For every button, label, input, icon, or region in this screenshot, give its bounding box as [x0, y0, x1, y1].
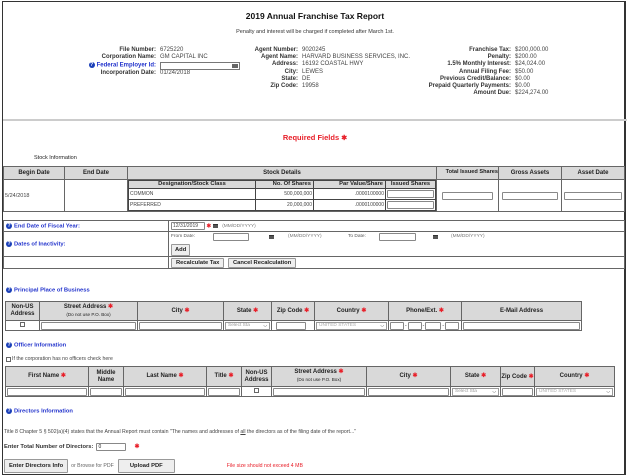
- help-icon[interactable]: ?: [7, 342, 11, 348]
- fiscal-end-cell: [169, 221, 625, 232]
- zip-cell: [272, 321, 315, 331]
- total-issued-input[interactable]: [442, 192, 493, 200]
- fiscal-end-input[interactable]: 12/31/2019: [171, 222, 205, 230]
- city: LEWES: [302, 68, 324, 75]
- date-format-hint: (MM/DD/YYYY): [451, 233, 485, 239]
- phone-area-input[interactable]: [390, 322, 404, 330]
- prepaid: $0.00: [515, 83, 531, 90]
- col-issued-shares: Issued Shares: [386, 181, 436, 189]
- officer-table: [5, 366, 615, 397]
- col-state: State ✱: [224, 302, 272, 321]
- city-cell: [367, 387, 451, 397]
- address: 16192 COASTAL HWY: [302, 61, 364, 68]
- designation: PREFERRED: [129, 200, 256, 211]
- stock-details-cell: [128, 180, 437, 212]
- penalty-label: Penalty:: [487, 54, 511, 61]
- non-us-checkbox[interactable]: [254, 388, 259, 393]
- col-stock-details: Stock Details: [128, 167, 437, 180]
- help-icon[interactable]: ?: [7, 240, 11, 247]
- total-directors-input[interactable]: 0: [96, 443, 126, 451]
- directors-section-label[interactable]: Directors Information: [14, 408, 73, 415]
- col-street: Street Address ✱ (Do not use P.O. Box): [272, 367, 367, 387]
- required-star-icon: ✱: [206, 223, 212, 230]
- begin-date: 5/24/2018: [4, 180, 65, 212]
- street-input[interactable]: [41, 322, 136, 330]
- state-label: State:: [281, 75, 298, 82]
- calendar-icon[interactable]: [213, 224, 218, 228]
- tax-summary: [420, 47, 548, 97]
- corp-name-label: Corporation Name:: [101, 54, 156, 61]
- amount-due: $224,274.00: [515, 90, 549, 97]
- agent-name-label: Agent Name:: [260, 54, 298, 61]
- col-country: Country ✱: [535, 367, 615, 387]
- col-num-shares: No. Of Shares: [256, 181, 314, 189]
- agent-info: [235, 47, 410, 90]
- address-label: Address:: [271, 61, 298, 68]
- file-number-label: File Number:: [119, 47, 156, 53]
- penalty: $200.00: [515, 54, 537, 61]
- zip: 19958: [302, 83, 319, 90]
- first-name-input[interactable]: [7, 388, 87, 396]
- city-input[interactable]: [139, 322, 222, 330]
- prev-credit-label: Previous Credit/Balance:: [439, 75, 511, 82]
- principal-section-header: [6, 287, 90, 294]
- from-date-input[interactable]: [213, 233, 249, 241]
- interest-label: 1.5% Monthly Interest:: [447, 61, 511, 68]
- non-us-cell: [6, 321, 40, 331]
- issued-shares-input[interactable]: [387, 201, 434, 209]
- prev-credit: $0.00: [515, 75, 531, 82]
- issued-shares-input[interactable]: [387, 190, 434, 198]
- upload-pdf-button[interactable]: Upload PDF: [118, 459, 175, 473]
- franchise-tax: $200,000.00: [515, 47, 549, 53]
- middle-name-cell: [89, 387, 124, 397]
- cancel-recalculation-button[interactable]: Cancel Recalculation: [228, 258, 296, 268]
- help-icon[interactable]: ?: [7, 222, 11, 229]
- required-fields-note: Required Fields ✱: [282, 133, 348, 142]
- designation: COMMON: [129, 189, 256, 200]
- chevron-down-icon: ⌵: [606, 389, 610, 395]
- page-title: 2019 Annual Franchise Tax Report: [245, 11, 385, 21]
- principal-section-label[interactable]: Principal Place of Business: [14, 287, 90, 294]
- filing-fee-label: Annual Filing Fee:: [459, 68, 511, 75]
- corp-info: [43, 47, 240, 78]
- col-asset-date: Asset Date: [562, 167, 625, 180]
- num-shares: 20,000,000: [256, 200, 314, 211]
- state-select[interactable]: Select Sta ⌵: [225, 322, 270, 330]
- fein-label[interactable]: Federal Employer Id:: [96, 62, 156, 69]
- add-button[interactable]: Add: [171, 244, 190, 256]
- col-zip: Zip Code ✱: [272, 302, 315, 321]
- chevron-down-icon: ⌵: [380, 323, 384, 329]
- total-issued-cell: [437, 180, 499, 212]
- state-cell: [451, 387, 501, 397]
- col-total-issued: Total Issued Shares: [437, 167, 499, 180]
- filing-fee: $50.00: [515, 68, 534, 75]
- first-name-cell: [6, 387, 89, 397]
- city-label: City:: [284, 68, 298, 75]
- fiscal-end-label[interactable]: End Date of Fiscal Year:: [14, 223, 80, 230]
- state-select[interactable]: Select Sta ⌵: [452, 388, 499, 396]
- table-row: [129, 189, 436, 200]
- empty-cell: [4, 257, 169, 269]
- statute-note: Title 8 Chapter 5 § 502(a)(4) states that the Annual Report must contain "The names and addresses of all the directors as of the filing date of the report...": [4, 429, 357, 435]
- officer-section-label[interactable]: Officer Information: [14, 342, 67, 349]
- agent-name: HARVARD BUSINESS SERVICES, INC.: [302, 54, 411, 61]
- col-state: State ✱: [451, 367, 501, 387]
- street-cell: [272, 387, 367, 397]
- table-row: [6, 321, 582, 331]
- directors-actions: [4, 459, 303, 473]
- inactivity-cell: [169, 232, 625, 257]
- no-officers-label: If the corporation has no officers check here: [12, 356, 113, 362]
- col-zip: Zip Code ✱: [501, 367, 535, 387]
- no-officers-row: [6, 356, 113, 362]
- email-cell: [462, 321, 582, 331]
- phone-cell: - - -: [389, 321, 462, 331]
- inc-date: 01/24/2018: [160, 70, 191, 77]
- last-name-input[interactable]: [125, 388, 205, 396]
- fiscal-end-label-cell: [4, 221, 169, 232]
- col-designation: Designation/Stock Class: [129, 181, 256, 189]
- col-email: E-Mail Address: [462, 302, 582, 321]
- asset-date-input[interactable]: [564, 192, 622, 200]
- no-officers-checkbox[interactable]: [6, 357, 11, 362]
- col-gross-assets: Gross Assets: [499, 167, 562, 180]
- last-name-cell: [124, 387, 207, 397]
- to-date-input[interactable]: [379, 233, 416, 241]
- browse-text: or Browse for PDF: [71, 463, 114, 469]
- zip-input[interactable]: [276, 322, 306, 330]
- country-cell: [315, 321, 389, 331]
- title-cell: [207, 387, 242, 397]
- col-begin-date: Begin Date: [4, 167, 65, 180]
- inc-date-label: Incorporation Date:: [100, 70, 156, 77]
- help-icon[interactable]: ?: [90, 62, 94, 69]
- par-value: .0000100000: [314, 189, 386, 200]
- city-cell: [138, 321, 224, 331]
- zip-cell: [501, 387, 535, 397]
- from-date-label: From Date:: [171, 233, 195, 239]
- fiscal-table: [3, 220, 625, 269]
- date-format-hint: (MM/DD/YYYY): [288, 233, 322, 239]
- col-country: Country ✱: [315, 302, 389, 321]
- asset-date-cell: [562, 180, 625, 212]
- stock-details-table: [128, 180, 436, 211]
- title-input[interactable]: [208, 388, 240, 396]
- num-shares: 500,000,000: [256, 189, 314, 200]
- end-date: [65, 180, 128, 212]
- non-us-checkbox[interactable]: [20, 322, 25, 327]
- officer-section-header: [6, 342, 66, 349]
- franchise-tax-label: Franchise Tax:: [469, 47, 511, 53]
- col-first-name: First Name ✱: [6, 367, 89, 387]
- col-street: Street Address ✱ (Do not use P.O. Box): [40, 302, 138, 321]
- street-input[interactable]: [273, 388, 365, 396]
- to-date-label: To Date:: [348, 233, 366, 239]
- file-size-note: File size should not exceed 4 MB: [226, 463, 303, 469]
- state-cell: [224, 321, 272, 331]
- col-middle-name: Middle Name: [89, 367, 124, 387]
- agent-number: 9020245: [302, 47, 326, 53]
- required-star-icon: ✱: [341, 135, 348, 142]
- col-non-us: Non-US Address: [242, 367, 272, 387]
- prepaid-label: Prepaid Quarterly Payments:: [428, 83, 511, 90]
- required-star-icon: ✱: [134, 444, 140, 450]
- stock-table: [3, 166, 625, 212]
- help-icon[interactable]: ?: [7, 287, 11, 293]
- inactivity-label[interactable]: Dates of Inactivity:: [14, 241, 66, 248]
- report-frame: [2, 1, 626, 475]
- issued-shares-cell: [386, 200, 436, 211]
- issued-shares-cell: [386, 189, 436, 200]
- agent-number-label: Agent Number:: [254, 47, 298, 53]
- phone-line-input[interactable]: [425, 322, 441, 330]
- principal-table: [5, 301, 582, 331]
- file-number: 6725220: [160, 47, 184, 53]
- penalty-notice: Penalty and interest will be charged if completed after March 1st.: [236, 29, 394, 35]
- calendar-icon[interactable]: [269, 235, 274, 239]
- non-us-cell: [242, 387, 272, 397]
- col-title: Title ✱: [207, 367, 242, 387]
- country-select[interactable]: UNITED STATES ⌵: [316, 322, 387, 330]
- chevron-down-icon: ⌵: [492, 389, 496, 395]
- corp-name: GM CAPITAL INC: [160, 54, 208, 61]
- col-non-us: Non-US Address: [6, 302, 40, 321]
- total-directors-label: Enter Total Number of Directors:: [4, 444, 94, 450]
- gross-assets-input[interactable]: [502, 192, 558, 200]
- total-directors-row: [4, 443, 139, 451]
- middle-name-input[interactable]: [90, 388, 122, 396]
- col-par-value: Par Value/Share: [314, 181, 386, 189]
- table-row: [129, 200, 436, 211]
- zip-input[interactable]: [502, 388, 533, 396]
- date-format-hint: (MM/DD/YYYY): [222, 224, 256, 230]
- amount-due-label: Amount Due:: [473, 90, 511, 97]
- directors-section-header: [6, 408, 73, 415]
- street-cell: [40, 321, 138, 331]
- stock-section-label: Stock Information: [34, 155, 77, 161]
- col-city: City ✱: [138, 302, 224, 321]
- email-input[interactable]: [463, 322, 580, 330]
- divider: [3, 119, 627, 121]
- par-value: .0000100000: [314, 200, 386, 211]
- calendar-icon[interactable]: [433, 235, 438, 239]
- col-last-name: Last Name ✱: [124, 367, 207, 387]
- recalc-cell: [169, 257, 625, 269]
- help-icon[interactable]: ?: [7, 408, 11, 414]
- zip-label: Zip Code:: [270, 83, 298, 90]
- chevron-down-icon: ⌵: [263, 323, 267, 329]
- enter-directors-info-button[interactable]: Enter Directors Info: [4, 459, 68, 473]
- country-select[interactable]: UNITED STATES ⌵: [536, 388, 613, 396]
- fein-input[interactable]: [160, 62, 240, 70]
- col-city: City ✱: [367, 367, 451, 387]
- phone-ext-input[interactable]: [445, 322, 459, 330]
- recalculate-tax-button[interactable]: Recalculate Tax: [171, 258, 224, 268]
- inactivity-label-cell: [4, 232, 169, 257]
- country-cell: [535, 387, 615, 397]
- phone-prefix-input[interactable]: [408, 322, 422, 330]
- gross-assets-cell: [499, 180, 562, 212]
- col-phone: Phone/Ext. ✱: [389, 302, 462, 321]
- state: DE: [302, 75, 311, 82]
- col-end-date: End Date: [65, 167, 128, 180]
- table-row: [6, 387, 615, 397]
- city-input[interactable]: [368, 388, 449, 396]
- interest: $24,024.00: [515, 61, 546, 68]
